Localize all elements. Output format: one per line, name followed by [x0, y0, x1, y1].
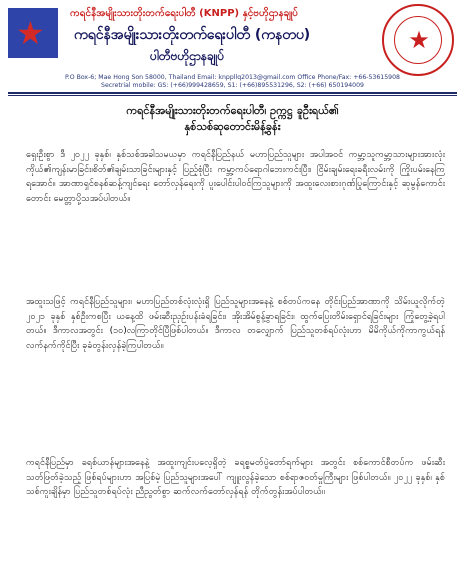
contact-line: Secretrial mobile: GS: (+66)999428659, S1: (+66)895531296, S2: (+66) 650194009 [101, 82, 364, 89]
address-line: P.O Box-6; Mae Hong Son 58000, Thailand Email: knppllq2013@gmail.com Office Phone/Fax: +66-53615908 [65, 74, 400, 81]
document-title-line-2: နှစ်သစ်ဆုတောင်းမိန့်ခွန်း [184, 120, 281, 133]
party-flag [8, 8, 58, 58]
letterhead-line-1: ကရင်နီအမျိုးသားတိုးတက်ရေးပါတီ (KNPP) နှင့်ဗဟိုဌာနချုပ် [70, 8, 298, 19]
document-title-line-1: ကရင်နီအမျိုးသားတိုးတက်ရေးပါတီ၊ ဥက္ကဋ္ဌ ခူဦးရယ်၏ [126, 104, 339, 117]
paragraph-1: ရှေးဦးစွာ ဒီ ၂၀၂၂ ခုနှစ်၊ နှစ်သစ်အခါသမယမှာ ကရင်နီပြည်နယ် မဟာပြည်သူများ အပါအဝင် ကမ္ဘာ့သူကမ္ဘာ့သားများအားလုံး ကိုယ်၏ကျန်းမာခြင်း၊စိတ်၏ချမ်းသာခြင်းများနှင့် ပြည့်စုံပြီး ကမ္ဘာ့ကပ်ရောဂါဘေးကင်းပြီး၊ ငြိမ်းချမ်းရေးခရီးလမ်းကို ကြိုးပမ်းနေကြရအောင်။ အာဏာရှင်စနစ်ဆန့်ကျင်ရေး တော်လှန်ရေးကို ပူးပေါင်းပါဝင်ကြသူများကို အထူးလေးစားဂုဏ်ပြုကြောင်းနှင့် ဆုမွန်ကောင်းတောင်း မေတ္တာပို့သအပ်ပါတယ်။ [26, 150, 445, 204]
seal-star-icon: ★ [408, 26, 430, 54]
seal-inner-ring [394, 16, 442, 64]
party-seal [382, 4, 454, 76]
paragraph-2: အထူးသဖြင့် ကရင်နီပြည်သူများ၊ မဟာပြည်တစ်လုံးလုံးရှိ ပြည်သူများအနေနဲ့ စစ်တပ်ကနေ တိုင်းပြည်အာဏာကို သိမ်းယူလိုက်တဲ့ ၂၀၂၁ ခုနှစ် နှစ်ဦးကစပြီး ယနေ့ထိ ဖမ်းဆီးညှဉ်းပန်းခံရခြင်း၊ အိုးအိမ်စွန့်ခွာရခြင်း၊ ထွက်ပြေးတိမ်းရှောင်ရခြင်းများ ကြုံတွေ့ခဲ့ရပါတယ်။ ဒီကာလအတွင်း (၁၀)လကြာတိုင်ပြီဖြစ်ပါတယ်။ ဒီကာလ တလျှောက် ပြည်သူတစ်ရပ်လုံးဟာ မိမိကိုယ်ကိုကာကွယ်ရန် လက်နက်ကိုင်ပြီး ခုခံတွန်းလှန်ခဲ့ကြပါတယ်။ [26, 297, 445, 351]
header-divider-thin [8, 95, 457, 96]
letterhead-headquarters: ပါတီဗဟိုဌာနချုပ် [150, 49, 225, 63]
header-divider-thick [8, 92, 457, 94]
letterhead-party-name: ကရင်နီအမျိုးသားတိုးတက်ရေးပါတီ (ကနတပ) [74, 27, 311, 43]
star-icon: ★ [16, 14, 45, 52]
paragraph-3: ကရင်နီပြည်မှာ ခရစ်ယာန်များအနေနဲ့ အထူးကျင်းပလေ့ရှိတဲ့ ခရစ္စမတ်ပွဲတော်ရက်များ အတွင်း စစ်ကောင်စီတပ်က ဖမ်းဆီးသတ်ဖြတ်ခဲ့သည့် ဖြစ်ရပ်များဟာ အပြစ်မဲ့ ပြည်သူများအပေါ် ကျူးလွန်ခဲ့သော စစ်ရာဇဝတ်မှုကြီးများ ဖြစ်ပါတယ်။ ၂၀၂၂ ခုနှစ်၊ နှစ်သစ်ကူးချိန်မှာ ပြည်သူတစ်ရပ်လုံး ညီညွတ်စွာ ဆက်လက်တော်လှန်ရန် တိုက်တွန်းအပ်ပါတယ်။ [26, 458, 445, 497]
